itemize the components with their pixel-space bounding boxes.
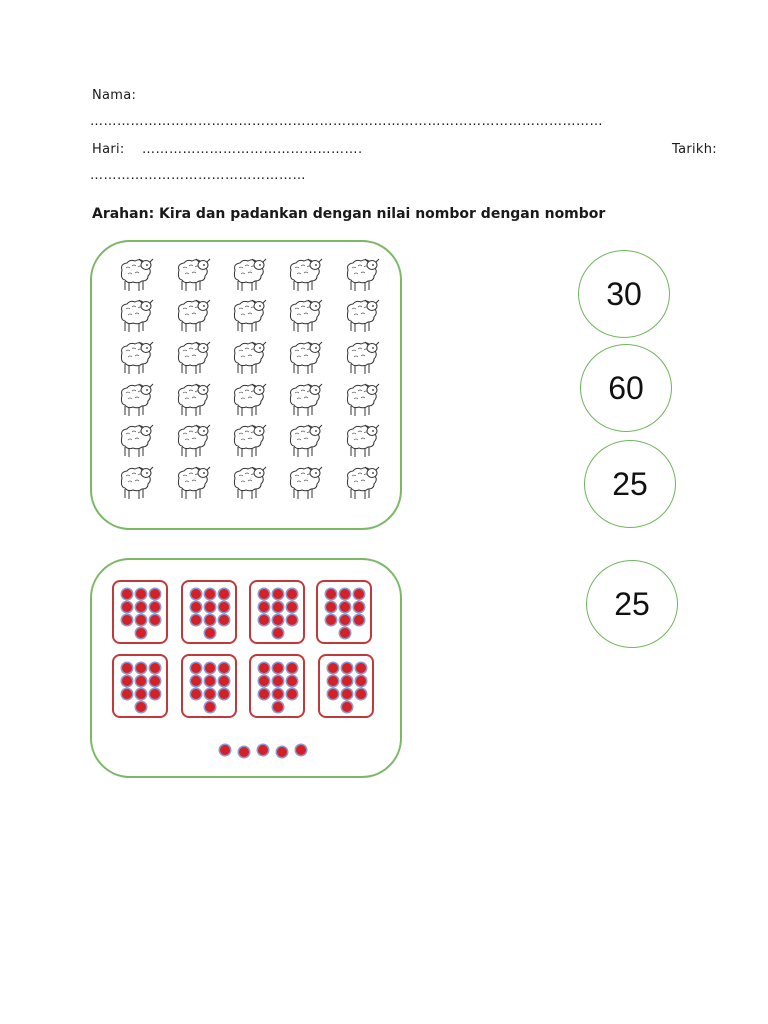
red-dot — [191, 589, 201, 599]
red-dot — [287, 663, 297, 673]
red-dot — [273, 689, 283, 699]
ten-dot-card — [249, 580, 305, 644]
red-dot — [340, 602, 350, 612]
sheep-icon — [106, 254, 162, 296]
red-dot — [328, 676, 338, 686]
red-dot — [122, 589, 132, 599]
sheep-icon — [332, 421, 388, 463]
red-dot — [136, 676, 146, 686]
red-dot — [122, 602, 132, 612]
red-dot — [287, 615, 297, 625]
sheep-icon — [162, 462, 218, 504]
red-dot — [354, 602, 364, 612]
dots-counting-panel[interactable] — [90, 558, 402, 778]
red-dot — [136, 602, 146, 612]
instruction-prefix: Arahan — [92, 206, 149, 222]
instruction — [92, 206, 605, 222]
red-dot — [326, 589, 336, 599]
ten-dot-card — [181, 580, 237, 644]
sheep-icon — [106, 379, 162, 421]
red-dot — [340, 628, 350, 638]
red-dot — [342, 663, 352, 673]
tarikh-label: Tarikh: — [672, 142, 717, 157]
red-dot — [136, 628, 146, 638]
sheep-icon — [162, 254, 218, 296]
sheep-icon — [219, 254, 275, 296]
red-dot — [328, 663, 338, 673]
sheep-icon — [275, 421, 331, 463]
sheep-counting-panel[interactable] — [90, 240, 402, 530]
sheep-icon — [275, 296, 331, 338]
red-dot — [219, 589, 229, 599]
red-dot — [342, 689, 352, 699]
loose-red-dot — [296, 745, 306, 755]
red-dot — [205, 602, 215, 612]
red-dot — [150, 602, 160, 612]
red-dot — [136, 589, 146, 599]
loose-red-dot — [220, 745, 230, 755]
red-dot — [191, 676, 201, 686]
red-dot — [150, 676, 160, 686]
hari-answer-line[interactable]: …………………………………………. — [142, 142, 363, 157]
red-dot — [340, 589, 350, 599]
sheep-icon — [275, 462, 331, 504]
sheep-icon — [162, 421, 218, 463]
red-dot — [205, 689, 215, 699]
answer-bubble-25-b[interactable]: 25 — [586, 560, 678, 648]
sheep-icon — [162, 379, 218, 421]
red-dot — [219, 689, 229, 699]
red-dot — [287, 602, 297, 612]
red-dot — [122, 615, 132, 625]
red-dot — [259, 589, 269, 599]
sheep-icon — [219, 421, 275, 463]
red-dot — [273, 615, 283, 625]
sheep-grid — [106, 254, 388, 504]
red-dot — [273, 663, 283, 673]
red-dot — [205, 628, 215, 638]
sheep-icon — [332, 254, 388, 296]
loose-red-dot — [258, 745, 268, 755]
red-dot — [259, 602, 269, 612]
sheep-icon — [106, 421, 162, 463]
red-dot — [205, 615, 215, 625]
ten-dot-card — [112, 580, 168, 644]
red-dot — [356, 689, 366, 699]
sheep-icon — [332, 296, 388, 338]
red-dot — [273, 602, 283, 612]
red-dot — [273, 702, 283, 712]
red-dot — [287, 689, 297, 699]
red-dot — [259, 676, 269, 686]
answer-bubble-30[interactable]: 30 — [578, 250, 670, 338]
red-dot — [273, 676, 283, 686]
red-dot — [122, 663, 132, 673]
sheep-icon — [219, 379, 275, 421]
red-dot — [354, 589, 364, 599]
sheep-icon — [332, 379, 388, 421]
red-dot — [273, 589, 283, 599]
nama-label: Nama: — [92, 88, 137, 103]
loose-red-dot — [277, 747, 287, 757]
red-dot — [273, 628, 283, 638]
red-dot — [342, 676, 352, 686]
red-dot — [150, 689, 160, 699]
sheep-icon — [275, 379, 331, 421]
red-dot — [219, 676, 229, 686]
red-dot — [150, 589, 160, 599]
red-dot — [219, 602, 229, 612]
ten-dot-card — [318, 654, 374, 718]
red-dot — [356, 663, 366, 673]
red-dot — [205, 589, 215, 599]
red-dot — [340, 615, 350, 625]
sheep-icon — [275, 337, 331, 379]
red-dot — [356, 676, 366, 686]
nama-answer-line[interactable]: …………………………………………………………………………………………………… — [90, 114, 603, 129]
ten-dot-card — [181, 654, 237, 718]
sheep-icon — [219, 462, 275, 504]
red-dot — [354, 615, 364, 625]
hari-label: Hari: — [92, 142, 125, 157]
red-dot — [122, 676, 132, 686]
loose-red-dot — [239, 747, 249, 757]
red-dot — [150, 663, 160, 673]
sheep-icon — [219, 337, 275, 379]
sheep-icon — [106, 296, 162, 338]
answer-bubble-60[interactable]: 60 — [580, 344, 672, 432]
red-dot — [287, 589, 297, 599]
ten-dot-card — [112, 654, 168, 718]
sheep-icon — [106, 337, 162, 379]
red-dot — [136, 689, 146, 699]
instruction-text: : Kira dan padankan dengan nilai nombor dengan nombor — [148, 206, 606, 222]
sheep-icon — [332, 337, 388, 379]
red-dot — [136, 615, 146, 625]
red-dot — [191, 615, 201, 625]
sheep-icon — [162, 337, 218, 379]
red-dot — [122, 689, 132, 699]
red-dot — [219, 615, 229, 625]
sheep-icon — [106, 462, 162, 504]
red-dot — [259, 689, 269, 699]
red-dot — [259, 663, 269, 673]
red-dot — [205, 702, 215, 712]
sheep-icon — [162, 296, 218, 338]
red-dot — [150, 615, 160, 625]
red-dot — [326, 615, 336, 625]
red-dot — [328, 689, 338, 699]
ten-dot-card — [249, 654, 305, 718]
sheep-icon — [219, 296, 275, 338]
red-dot — [205, 676, 215, 686]
sheep-icon — [275, 254, 331, 296]
red-dot — [259, 615, 269, 625]
red-dot — [342, 702, 352, 712]
red-dot — [136, 702, 146, 712]
tarikh-answer-line[interactable]: ………………………………………… — [90, 168, 306, 183]
ten-dot-card — [316, 580, 372, 644]
red-dot — [191, 663, 201, 673]
red-dot — [326, 602, 336, 612]
answer-bubble-25-a[interactable]: 25 — [584, 440, 676, 528]
sheep-icon — [332, 462, 388, 504]
red-dot — [191, 689, 201, 699]
red-dot — [136, 663, 146, 673]
red-dot — [219, 663, 229, 673]
red-dot — [191, 602, 201, 612]
red-dot — [287, 676, 297, 686]
red-dot — [205, 663, 215, 673]
